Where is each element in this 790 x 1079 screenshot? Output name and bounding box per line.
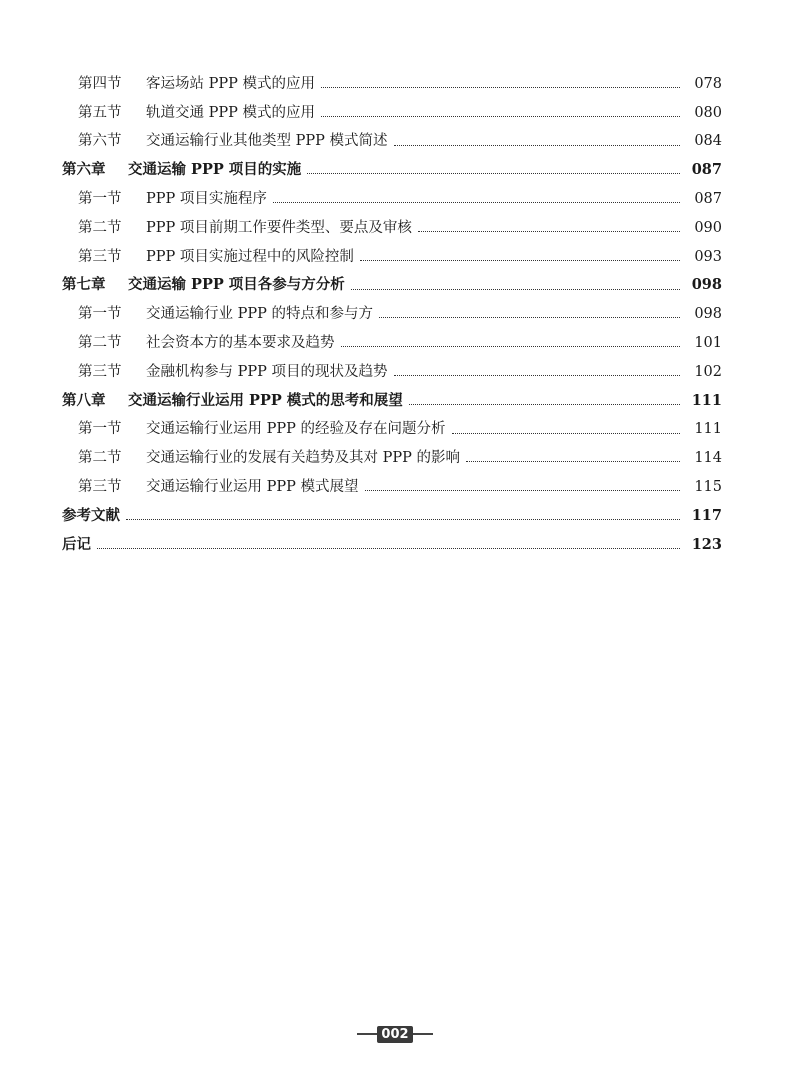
toc-chapter-entry[interactable]	[0, 156, 790, 184]
toc-entry-number: 第二节	[78, 334, 122, 351]
toc-dot-leader	[273, 201, 680, 203]
toc-entry-page: 078	[694, 75, 722, 92]
toc-entry-page: 098	[691, 276, 722, 294]
footer-rule-left	[357, 1033, 377, 1035]
toc-entry-page: 087	[694, 190, 722, 207]
toc-entry-number: 第六章	[62, 161, 106, 179]
toc-entry[interactable]	[0, 502, 790, 530]
toc-chapter-entry[interactable]	[0, 387, 790, 415]
toc-entry-page: 117	[691, 506, 722, 524]
toc-entry-title: 客运场站 PPP 模式的应用	[146, 75, 315, 92]
toc-entry-number: 第三节	[78, 248, 122, 265]
toc-dot-leader	[97, 547, 680, 549]
footer-rule-right	[413, 1033, 433, 1035]
toc-entry-heading	[0, 163, 301, 178]
toc-entry-number: 第四节	[78, 75, 122, 92]
toc-dot-leader	[321, 86, 680, 88]
toc-entry-number: 第三节	[78, 363, 122, 380]
toc-entry-title: 交通运输行业运用 PPP 模式展望	[146, 478, 359, 495]
toc-entry-number: 第一节	[78, 190, 122, 207]
toc-entry-title: 后记	[62, 535, 91, 553]
toc-entry-page: 111	[691, 391, 722, 409]
toc-entry-page: 090	[694, 219, 722, 236]
toc-dot-leader	[452, 432, 681, 434]
toc-entry[interactable]	[0, 531, 790, 559]
toc-entry-heading	[0, 307, 373, 322]
toc-dot-leader	[394, 374, 681, 376]
toc-entry-number: 第八章	[62, 391, 106, 409]
toc-entry-title: 交通运输 PPP 项目各参与方分析	[128, 276, 345, 294]
toc-dot-leader	[360, 259, 680, 261]
toc-dot-leader	[409, 403, 680, 405]
toc-entry-title: 交通运输行业 PPP 的特点和参与方	[146, 306, 373, 323]
toc-entry-heading	[0, 535, 91, 553]
toc-section-entry[interactable]	[0, 128, 790, 156]
page-footer	[0, 1022, 790, 1046]
toc-entry-title: PPP 项目实施程序	[146, 190, 267, 207]
toc-entry-page: 114	[694, 450, 722, 467]
page-number: 002	[377, 1026, 412, 1043]
toc-entry-number: 第二节	[78, 450, 122, 467]
toc-entry-title: PPP 项目前期工作要件类型、要点及审核	[146, 219, 412, 236]
toc-entry-heading	[0, 365, 388, 380]
toc-entry-page: 111	[694, 421, 722, 438]
toc-dot-leader	[307, 172, 680, 174]
toc-dot-leader	[466, 460, 680, 462]
toc-dot-leader	[126, 518, 680, 520]
toc-entry-heading	[0, 480, 359, 495]
toc-section-entry[interactable]	[0, 329, 790, 357]
toc-entry-heading	[0, 77, 315, 92]
toc-entry-number: 第三节	[78, 478, 122, 495]
toc-dot-leader	[341, 345, 681, 347]
toc-section-entry[interactable]	[0, 70, 790, 98]
toc-entry-heading	[0, 106, 315, 121]
toc-entry-title: 轨道交通 PPP 模式的应用	[146, 104, 315, 121]
toc-entry-number: 第一节	[78, 306, 122, 323]
toc-entry-page: 123	[691, 535, 722, 553]
toc-entry-heading	[0, 506, 120, 524]
toc-entry-page: 115	[694, 478, 722, 495]
toc-entry-page: 098	[694, 306, 722, 323]
toc-entry-heading	[0, 250, 354, 265]
toc-section-entry[interactable]	[0, 243, 790, 271]
toc-entry-heading	[0, 391, 403, 409]
toc-dot-leader	[365, 489, 681, 491]
toc-entry-title: 交通运输行业的发展有关趋势及其对 PPP 的影响	[146, 450, 460, 467]
toc-entry-number: 第六节	[78, 133, 122, 150]
toc-entry-title: 金融机构参与 PPP 项目的现状及趋势	[146, 363, 388, 380]
toc-chapter-entry[interactable]	[0, 272, 790, 300]
toc-entry-number: 第七章	[62, 276, 106, 294]
toc-entry-heading	[0, 451, 460, 466]
toc-dot-leader	[394, 144, 681, 146]
toc-entry-heading	[0, 422, 446, 437]
toc-section-entry[interactable]	[0, 358, 790, 386]
toc-section-entry[interactable]	[0, 473, 790, 501]
toc-section-entry[interactable]	[0, 300, 790, 328]
toc-dot-leader	[418, 230, 680, 232]
toc-section-entry[interactable]	[0, 444, 790, 472]
toc-entry-page: 102	[694, 363, 722, 380]
toc-entry-number: 第五节	[78, 104, 122, 121]
toc-entry-number: 第一节	[78, 421, 122, 438]
toc-entry-title: 参考文献	[62, 506, 120, 524]
toc-entry-title: 社会资本方的基本要求及趋势	[146, 334, 335, 351]
toc-entry-title: 交通运输行业运用 PPP 模式的思考和展望	[128, 391, 403, 409]
toc-entry-page: 101	[694, 334, 722, 351]
toc-section-entry[interactable]	[0, 99, 790, 127]
toc-section-entry[interactable]	[0, 416, 790, 444]
toc-dot-leader	[321, 115, 680, 117]
toc-entry-page: 093	[694, 248, 722, 265]
toc-dot-leader	[351, 288, 680, 290]
toc-entry-page: 080	[694, 104, 722, 121]
toc-entry-title: 交通运输行业运用 PPP 的经验及存在问题分析	[146, 421, 446, 438]
toc-section-entry[interactable]	[0, 185, 790, 213]
toc-entry-heading	[0, 221, 412, 236]
toc-dot-leader	[379, 316, 680, 318]
toc-entry-title: PPP 项目实施过程中的风险控制	[146, 248, 354, 265]
toc-section-entry[interactable]	[0, 214, 790, 242]
toc-entry-title: 交通运输 PPP 项目的实施	[128, 161, 302, 179]
toc-entry-heading	[0, 278, 345, 293]
toc-entry-heading	[0, 192, 267, 207]
toc-entry-heading	[0, 134, 388, 149]
toc-entry-page: 087	[691, 161, 722, 179]
toc-entry-title: 交通运输行业其他类型 PPP 模式简述	[146, 133, 388, 150]
toc-entry-heading	[0, 336, 335, 351]
toc-entry-page: 084	[694, 133, 722, 150]
toc-entry-number: 第二节	[78, 219, 122, 236]
